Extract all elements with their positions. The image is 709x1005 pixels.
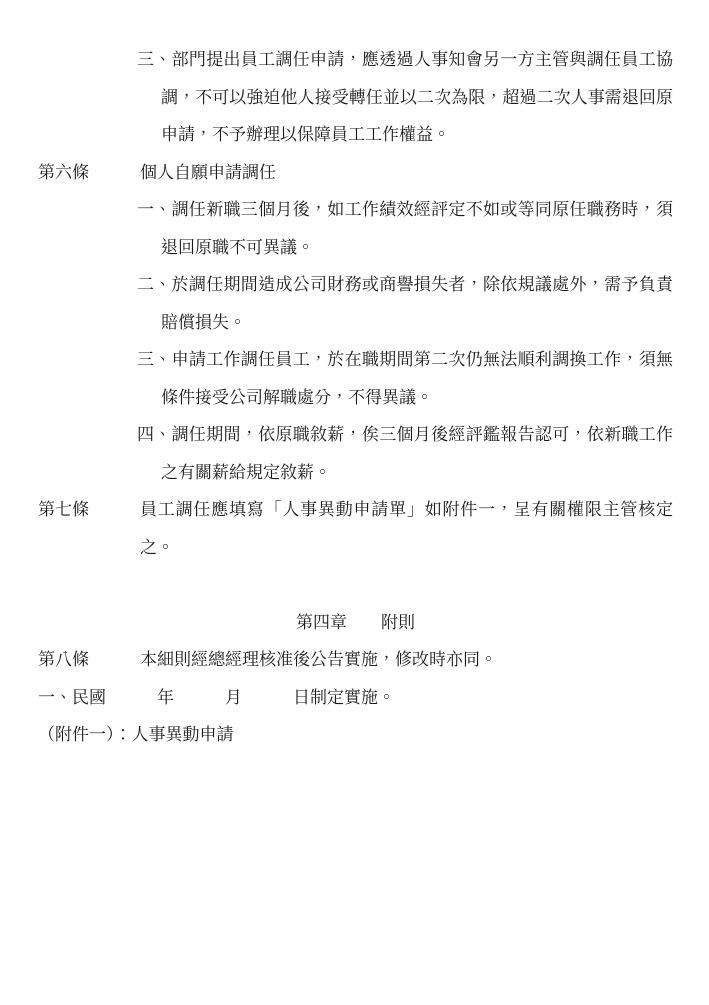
article-7 bbox=[38, 491, 673, 566]
list-item-voluntary-rule-1: 一、調任新職三個月後，如工作績效經評定不如或等同原任職務時，須退回原職不可異議。 bbox=[137, 200, 673, 257]
list-item-voluntary-rule-4: 四、調任期間，依原職敘薪，俟三個月後經評鑑報告認可，依新職工作之有關薪給規定敘薪。 bbox=[137, 425, 673, 482]
list-item-voluntary-rule-3: 三、申請工作調任員工，於在職期間第二次仍無法順利調換工作，須無條件接受公司解職處分，不得異議。 bbox=[137, 350, 673, 407]
chapter-4-heading: 第四章 附則 bbox=[296, 612, 415, 632]
article-8 bbox=[38, 641, 673, 679]
article-6-text: 個人自願申請調任 bbox=[140, 162, 276, 182]
article-8-text: 本細則經總經理核准後公告實施，修改時亦同。 bbox=[140, 650, 497, 669]
article-8-label: 第八條 bbox=[38, 650, 89, 669]
list-item-dept-transfer-rule-3: 三、部門提出員工調任申請，應透過人事知會另一方主管與調任員工協調，不可以強迫他人接受轉任並以二次為限，超過二次人事需退回原申請，不予辦理以保障員工工作權益。 bbox=[137, 50, 673, 144]
article-7-text: 員工調任應填寫「人事異動申請單」如附件一，呈有關權限主管核定之。 bbox=[140, 500, 673, 557]
article-6-label: 第六條 bbox=[38, 162, 89, 182]
list-item-voluntary-rule-2: 二、於調任期間造成公司財務或商譽損失者，除依規議處外，需予負責賠償損失。 bbox=[137, 275, 673, 332]
attachment-note: （附件一）：人事異動申請 bbox=[38, 725, 234, 744]
enactment-date-line: 一、民國 年 月 日制定實施。 bbox=[38, 687, 395, 707]
article-7-label: 第七條 bbox=[38, 500, 89, 519]
article-6 bbox=[38, 154, 673, 192]
